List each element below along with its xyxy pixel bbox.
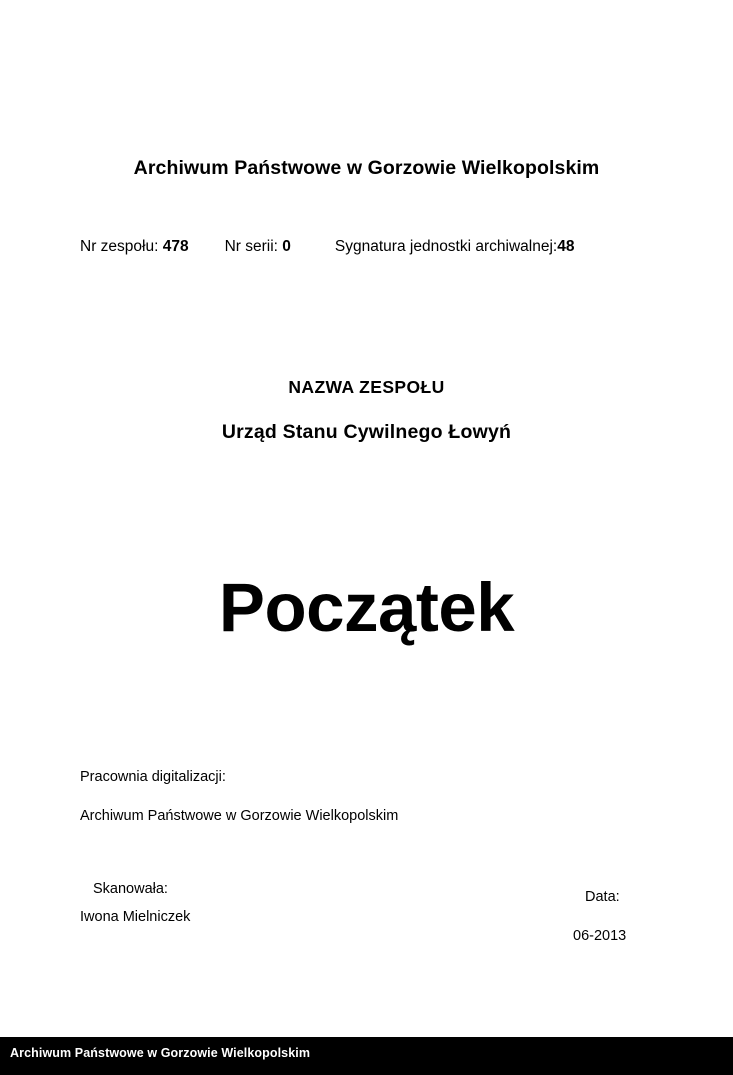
series-number-value: 0: [282, 238, 291, 255]
fond-name-value: Urząd Stanu Cywilnego Łowyń: [221, 421, 512, 443]
fond-number-value: 478: [162, 238, 189, 255]
series-number-label: Nr serii:: [224, 238, 278, 255]
digitization-lab-name: Archiwum Państwowe w Gorzowie Wielkopolskim: [80, 808, 399, 824]
archive-institution-heading: Archiwum Państwowe w Gorzowie Wielkopolskim: [133, 157, 600, 179]
separator-marker-word: Początek: [218, 569, 515, 646]
digitization-lab-label: Pracownia digitalizacji:: [80, 769, 226, 785]
archival-unit-label: Sygnatura jednostki archiwalnej:: [334, 238, 558, 255]
fond-name-section-label: NAZWA ZESPOŁU: [288, 377, 445, 397]
footer-institution-text: Archiwum Państwowe w Gorzowie Wielkopolskim: [10, 1046, 311, 1060]
archival-metadata-row: [80, 238, 680, 256]
footer-bar: [0, 1037, 733, 1075]
fond-number-field: [80, 238, 189, 256]
scanner-operator-name: Iwona Mielniczek: [80, 909, 191, 925]
scan-date-value: 06-2013: [573, 928, 627, 944]
scan-date-label: Data:: [585, 889, 620, 905]
archival-unit-field: [335, 238, 575, 256]
scanner-operator-label: Skanowała:: [93, 881, 168, 897]
series-number-field: [225, 238, 291, 256]
archival-unit-value: 48: [557, 238, 575, 255]
fond-number-label: Nr zespołu:: [80, 238, 159, 255]
